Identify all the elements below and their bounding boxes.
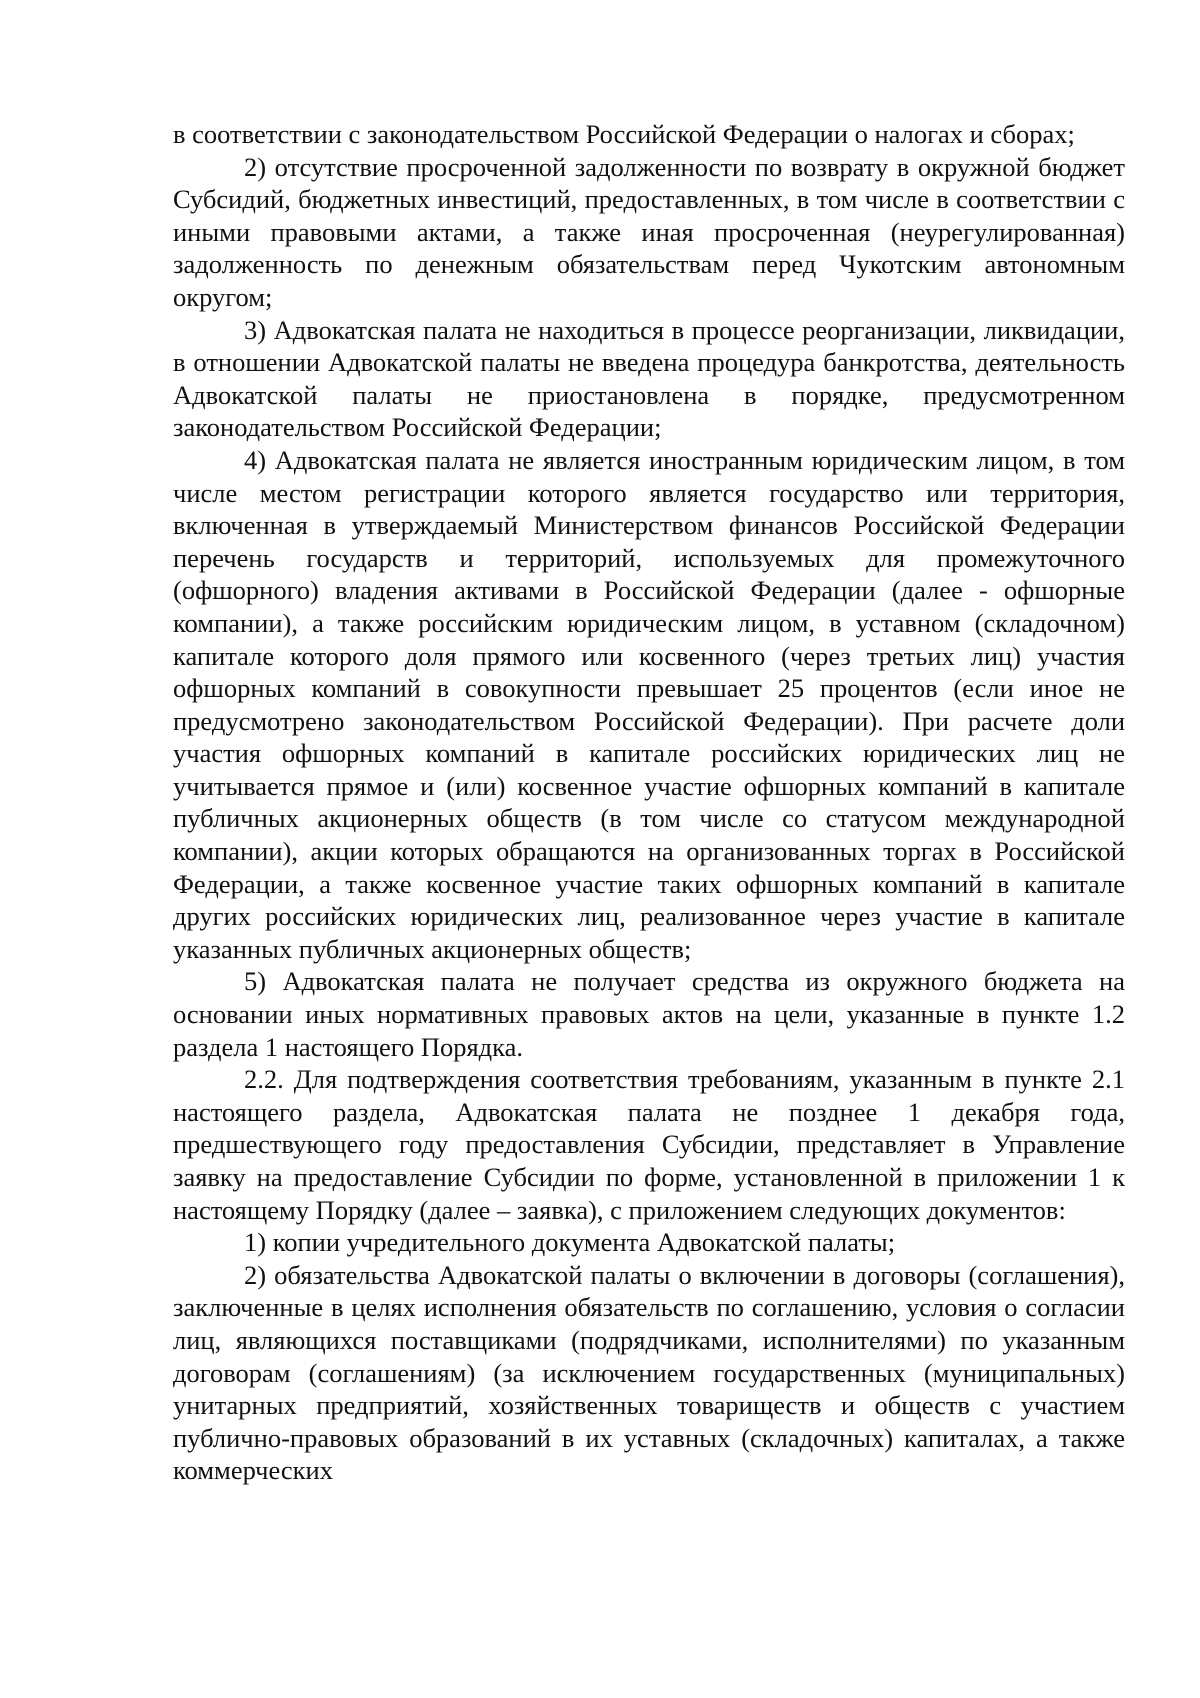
paragraph-item-2-no-overdue-debt: 2) отсутствие просроченной задолженности по возврату в окружной бюджет Субсидий, бюджетных инвестиций, предоставленных, в том числе в соответствии с иными правовыми актами, а также иная просроченная (неурегулированная) задолженность по денежным обязательствам перед Чукотским автономным округом; <box>173 151 1125 312</box>
paragraph-doc-item-2: 2) обязательства Адвокатской палаты о включении в договоры (соглашения), заключенные в целях исполнения обязательств по соглашению, условия о согласии лиц, являющихся поставщиками (подрядчиками, исполнителями) по указанным договорам (соглашениям) (за исключением государственных (муниципальных) унитарных предприятий, хозяйственных товариществ и обществ с участием публично-правовых образований в их уставных (складочных) капиталах, а также коммерческих <box>173 1259 1125 1486</box>
paragraph-item-3-no-reorganization: 3) Адвокатская палата не находиться в процессе реорганизации, ликвидации, в отношении Адвокатской палаты не введена процедура банкротства, деятельность Адвокатской палаты не приостановлена в порядке, предусмотренном законодательством Российской Федерации; <box>173 314 1125 443</box>
paragraph-item-5-no-other-funds: 5) Адвокатская палата не получает средства из окружного бюджета на основании иных нормативных правовых актов на цели, указанные в пункте 1.2 раздела 1 настоящего Порядка. <box>173 966 1125 1062</box>
paragraph-item-4-not-foreign-entity: 4) Адвокатская палата не является иностранным юридическим лицом, в том числе местом регистрации которого является государство или территория, включенная в утверждаемый Министерством финансов Российской Федерации перечень государств и территорий, используемых для промежуточного (офшорного) владения активами в Российской Федерации (далее - офшорные компании), а также российским юридическим лицом, в уставном (складочном) капитале которого доля прямого или косвенного (через третьих лиц) участия офшорных компаний в совокупности превышает 25 процентов (если иное не предусмотрено законодательством Российской Федерации). При расчете доли участия офшорных компаний в капитале российских юридических лиц не учитывается прямое и (или) косвенное участие офшорных компаний в капитале публичных акционерных обществ (в том числе со статусом международной компании), акции которых обращаются на организованных торгах в Российской Федерации, а также косвенное участие таких офшорных компаний в капитале других российских юридических лиц, реализованное через участие в капитале указанных публичных акционерных обществ; <box>173 444 1125 964</box>
paragraph-taxes-tail: в соответствии с законодательством Российской Федерации о налогах и сборах; <box>173 119 1075 149</box>
paragraph-doc-item-1: 1) копии учредительного документа Адвокатской палаты; <box>244 1227 896 1258</box>
paragraph-section-2-2: 2.2. Для подтверждения соответствия требованиям, указанным в пункте 2.1 настоящего раздела, Адвокатская палата не позднее 1 декабря года, предшествующего году предоставления Субсидии, представляет в Управление заявку на предоставление Субсидии по форме, установленной в приложении 1 к настоящему Порядку (далее – заявка), с приложением следующих документов: <box>173 1064 1125 1225</box>
document-page <box>173 118 1125 1487</box>
